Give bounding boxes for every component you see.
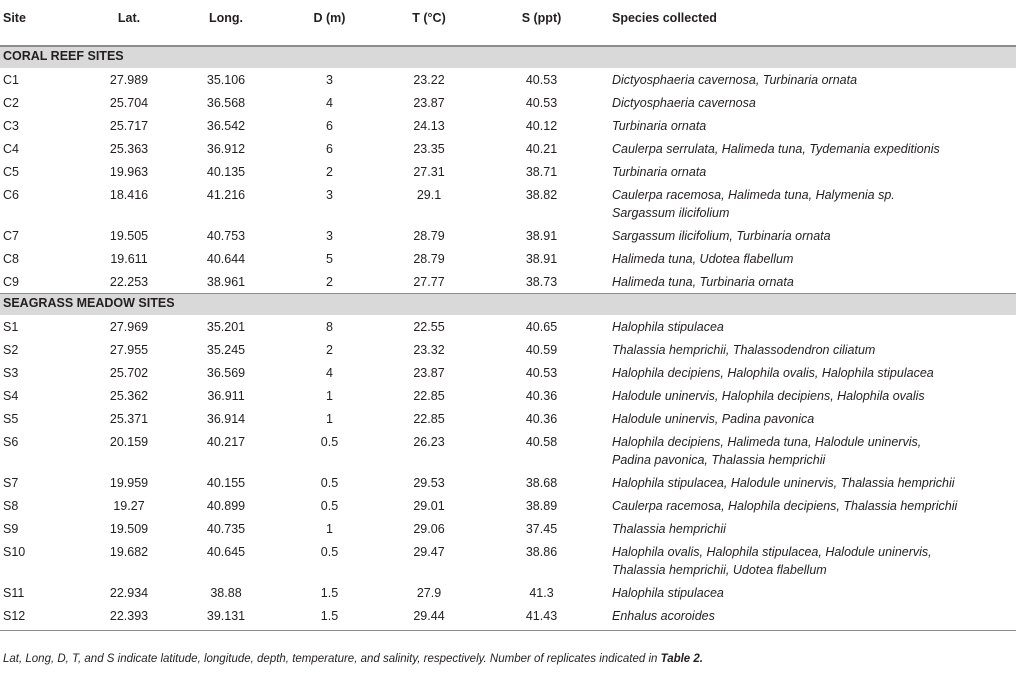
cell-lat: 25.363 <box>109 142 149 156</box>
table-2-link[interactable]: Table 2. <box>660 653 703 665</box>
cell-salinity: 38.91 <box>525 252 558 266</box>
cell-long: 40.217 <box>206 435 246 449</box>
cell-temperature: 23.35 <box>413 142 445 156</box>
cell-long: 40.899 <box>206 499 246 513</box>
table-header <box>0 0 1016 46</box>
cell-salinity: 40.53 <box>525 366 558 380</box>
table-row <box>0 91 1016 114</box>
table-row <box>0 540 1016 581</box>
cell-temperature: 29.1 <box>416 188 442 202</box>
cell-species <box>608 183 1016 224</box>
cell-depth: 0.5 <box>320 499 339 513</box>
cell-depth: 2 <box>326 275 333 289</box>
cell-temperature: 29.06 <box>413 522 445 536</box>
cell-species <box>608 407 1016 430</box>
species-line: Enhalus acoroides <box>612 609 715 623</box>
header-site: Site <box>0 0 82 46</box>
cell-depth: 2 <box>326 165 333 179</box>
cell-temperature: 29.47 <box>413 545 445 559</box>
table-row <box>0 471 1016 494</box>
section-title: SEAGRASS MEADOW SITES <box>0 294 1016 316</box>
cell-site: C4 <box>3 142 19 156</box>
cell-temperature: 28.79 <box>413 229 445 243</box>
cell-site: C2 <box>3 96 19 110</box>
cell-depth: 5 <box>326 252 333 266</box>
cell-temperature: 28.79 <box>413 252 445 266</box>
table-row <box>0 517 1016 540</box>
cell-site: C5 <box>3 165 19 179</box>
table-row <box>0 494 1016 517</box>
cell-species <box>608 494 1016 517</box>
cell-depth: 1 <box>326 389 333 403</box>
cell-depth: 1 <box>326 412 333 426</box>
cell-depth: 3 <box>326 229 333 243</box>
cell-salinity: 41.43 <box>475 604 608 631</box>
cell-site: C3 <box>3 119 19 133</box>
cell-long: 36.542 <box>206 119 246 133</box>
cell-depth: 3 <box>326 188 333 202</box>
cell-salinity: 40.21 <box>525 142 558 156</box>
species-line: Halophila decipiens, Halophila ovalis, Halophila stipulacea <box>612 366 934 380</box>
cell-long: 40.155 <box>206 476 246 490</box>
cell-site: C7 <box>3 229 19 243</box>
cell-salinity: 38.73 <box>525 275 558 289</box>
cell-depth: 0.5 <box>320 476 339 490</box>
table-row <box>0 137 1016 160</box>
cell-temperature: 29.53 <box>413 476 445 490</box>
table-row <box>0 338 1016 361</box>
cell-site: S10 <box>3 545 26 559</box>
table-row <box>0 407 1016 430</box>
cell-salinity: 40.53 <box>525 96 558 110</box>
cell-salinity: 40.65 <box>525 320 558 334</box>
cell-lat: 22.253 <box>109 275 149 289</box>
cell-long: 36.569 <box>206 366 246 380</box>
species-line: Thalassia hemprichii, Thalassodendron ciliatum <box>612 343 876 357</box>
cell-site: S4 <box>3 389 19 403</box>
species-line: Dictyosphaeria cavernosa <box>612 96 756 110</box>
header-species: Species collected <box>608 0 1016 46</box>
cell-lat: 20.159 <box>109 435 149 449</box>
header-lat: Lat. <box>82 0 176 46</box>
cell-salinity: 38.68 <box>525 476 558 490</box>
species-line: Halodule uninervis, Halophila decipiens, Halophila ovalis <box>612 389 925 403</box>
table-row <box>0 183 1016 224</box>
table-row <box>0 581 1016 604</box>
cell-temperature: 23.87 <box>413 366 445 380</box>
cell-lat: 22.934 <box>109 586 149 600</box>
cell-temperature: 29.44 <box>383 604 475 631</box>
species-line: Halophila decipiens, Halimeda tuna, Halodule uninervis, <box>612 435 922 449</box>
species-line: Sargassum ilicifolium, Turbinaria ornata <box>612 229 831 243</box>
table-row <box>0 247 1016 270</box>
cell-site: C9 <box>3 275 19 289</box>
cell-salinity: 38.71 <box>525 165 558 179</box>
cell-salinity: 41.3 <box>529 586 554 600</box>
cell-species <box>608 384 1016 407</box>
cell-temperature: 27.9 <box>416 586 442 600</box>
cell-salinity: 40.53 <box>525 73 558 87</box>
species-line: Thalassia hemprichii <box>612 522 726 536</box>
cell-temperature: 22.85 <box>413 389 445 403</box>
cell-temperature: 22.85 <box>413 412 445 426</box>
header-temperature: T (°C) <box>383 0 475 46</box>
cell-salinity: 40.58 <box>525 435 558 449</box>
cell-depth: 6 <box>326 119 333 133</box>
cell-temperature: 24.13 <box>413 119 445 133</box>
cell-lat: 27.989 <box>109 73 149 87</box>
species-line: Halimeda tuna, Udotea flabellum <box>612 252 794 266</box>
cell-depth: 0.5 <box>320 435 339 449</box>
cell-salinity: 40.59 <box>525 343 558 357</box>
section-header <box>0 294 1016 316</box>
cell-species <box>608 247 1016 270</box>
cell-species <box>608 471 1016 494</box>
cell-long: 38.961 <box>206 275 246 289</box>
cell-species <box>608 160 1016 183</box>
cell-salinity: 38.82 <box>525 188 558 202</box>
cell-species <box>608 270 1016 294</box>
cell-species <box>608 68 1016 91</box>
cell-long: 35.106 <box>206 73 246 87</box>
cell-lat: 25.704 <box>109 96 149 110</box>
cell-salinity: 40.36 <box>525 412 558 426</box>
cell-species <box>608 137 1016 160</box>
cell-salinity: 37.45 <box>525 522 558 536</box>
cell-lat: 18.416 <box>109 188 149 202</box>
cell-site: C1 <box>3 73 19 87</box>
cell-lat: 25.362 <box>109 389 149 403</box>
header-depth: D (m) <box>276 0 383 46</box>
cell-species <box>608 224 1016 247</box>
species-line: Halophila ovalis, Halophila stipulacea, Halodule uninervis, <box>612 545 932 559</box>
cell-long: 36.568 <box>206 96 246 110</box>
cell-species <box>608 91 1016 114</box>
cell-salinity: 38.89 <box>525 499 558 513</box>
species-line: Halophila stipulacea <box>612 586 724 600</box>
cell-long: 35.201 <box>206 320 246 334</box>
cell-lat: 27.969 <box>109 320 149 334</box>
cell-lat: 19.27 <box>113 499 145 513</box>
cell-long: 40.645 <box>206 545 246 559</box>
table-row <box>0 68 1016 91</box>
cell-lat: 25.717 <box>109 119 149 133</box>
cell-temperature: 23.22 <box>413 73 445 87</box>
cell-long: 36.912 <box>206 142 246 156</box>
cell-lat: 25.371 <box>109 412 149 426</box>
cell-species <box>608 315 1016 338</box>
cell-species <box>608 361 1016 384</box>
cell-long: 36.911 <box>207 389 245 403</box>
cell-species <box>608 114 1016 137</box>
table-row <box>0 160 1016 183</box>
cell-temperature: 27.77 <box>413 275 445 289</box>
cell-long: 40.135 <box>206 165 246 179</box>
species-line: Turbinaria ornata <box>612 119 707 133</box>
cell-salinity: 38.91 <box>525 229 558 243</box>
cell-salinity: 40.36 <box>525 389 558 403</box>
cell-site: S5 <box>3 412 19 426</box>
cell-lat: 19.682 <box>109 545 149 559</box>
cell-lat: 19.963 <box>109 165 149 179</box>
cell-site: C8 <box>3 252 19 266</box>
table-row <box>0 384 1016 407</box>
species-line: Caulerpa racemosa, Halophila decipiens, Thalassia hemprichii <box>612 499 958 513</box>
cell-long: 40.753 <box>206 229 246 243</box>
species-line: Padina pavonica, Thalassia hemprichii <box>612 453 826 467</box>
cell-temperature: 23.32 <box>413 343 445 357</box>
species-line: Halophila stipulacea, Halodule uninervis, Thalassia hemprichii <box>612 476 955 490</box>
cell-depth: 6 <box>326 142 333 156</box>
cell-long: 36.914 <box>206 412 246 426</box>
cell-site: S3 <box>3 366 19 380</box>
cell-temperature: 27.31 <box>413 165 445 179</box>
cell-lat: 22.393 <box>82 604 176 631</box>
cell-site: S11 <box>3 586 25 600</box>
cell-depth: 3 <box>326 73 333 87</box>
cell-long: 35.245 <box>206 343 246 357</box>
table-row <box>0 114 1016 137</box>
cell-species <box>608 430 1016 471</box>
cell-lat: 19.509 <box>109 522 149 536</box>
cell-depth: 4 <box>326 96 333 110</box>
species-line: Sargassum ilicifolium <box>612 206 730 220</box>
cell-salinity: 38.86 <box>525 545 558 559</box>
cell-long: 40.735 <box>206 522 246 536</box>
cell-site: S1 <box>3 320 19 334</box>
table-row <box>0 315 1016 338</box>
cell-lat: 19.505 <box>109 229 149 243</box>
cell-depth: 1 <box>326 522 333 536</box>
table-row <box>0 224 1016 247</box>
header-salinity: S (ppt) <box>475 0 608 46</box>
table-row <box>0 270 1016 294</box>
cell-long: 40.644 <box>206 252 246 266</box>
cell-temperature: 23.87 <box>413 96 445 110</box>
cell-site: S12 <box>0 604 82 631</box>
section-title: CORAL REEF SITES <box>0 46 1016 68</box>
cell-depth: 2 <box>326 343 333 357</box>
species-line: Halodule uninervis, Padina pavonica <box>612 412 815 426</box>
cell-site: S6 <box>3 435 19 449</box>
cell-depth: 1.5 <box>276 604 383 631</box>
footnote-text: Lat, Long, D, T, and S indicate latitude, longitude, depth, temperature, and salinity, respectively. Number of replicates indicated in <box>3 653 661 665</box>
table-row <box>0 604 1016 631</box>
cell-species <box>608 517 1016 540</box>
species-line: Caulerpa racemosa, Halimeda tuna, Halymenia sp. <box>612 188 895 202</box>
cell-species <box>608 604 1016 631</box>
species-line: Thalassia hemprichii, Udotea flabellum <box>612 563 827 577</box>
cell-depth: 8 <box>326 320 333 334</box>
cell-species <box>608 540 1016 581</box>
table-row <box>0 430 1016 471</box>
cell-site: S2 <box>3 343 19 357</box>
cell-species <box>608 338 1016 361</box>
species-line: Caulerpa serrulata, Halimeda tuna, Tydemania expeditionis <box>612 142 940 156</box>
table-footnote <box>3 653 703 665</box>
cell-long: 39.131 <box>176 604 276 631</box>
table-row <box>0 361 1016 384</box>
cell-depth: 0.5 <box>320 545 339 559</box>
cell-temperature: 26.23 <box>413 435 445 449</box>
species-line: Halimeda tuna, Turbinaria ornata <box>612 275 794 289</box>
cell-site: S8 <box>3 499 19 513</box>
cell-site: S7 <box>3 476 19 490</box>
cell-lat: 19.611 <box>110 252 148 266</box>
cell-salinity: 40.12 <box>525 119 558 133</box>
header-long: Long. <box>176 0 276 46</box>
cell-site: S9 <box>3 522 19 536</box>
section-header <box>0 46 1016 68</box>
cell-species <box>608 581 1016 604</box>
cell-temperature: 29.01 <box>413 499 445 513</box>
cell-long: 38.88 <box>210 586 242 600</box>
cell-lat: 27.955 <box>109 343 149 357</box>
cell-depth: 4 <box>326 366 333 380</box>
species-line: Dictyosphaeria cavernosa, Turbinaria ornata <box>612 73 858 87</box>
cell-long: 41.216 <box>206 188 246 202</box>
cell-site: C6 <box>3 188 19 202</box>
cell-lat: 19.959 <box>109 476 149 490</box>
species-line: Turbinaria ornata <box>612 165 707 179</box>
species-line: Halophila stipulacea <box>612 320 724 334</box>
cell-depth: 1.5 <box>320 586 339 600</box>
table-body <box>0 46 1016 631</box>
cell-temperature: 22.55 <box>413 320 445 334</box>
cell-lat: 25.702 <box>109 366 149 380</box>
